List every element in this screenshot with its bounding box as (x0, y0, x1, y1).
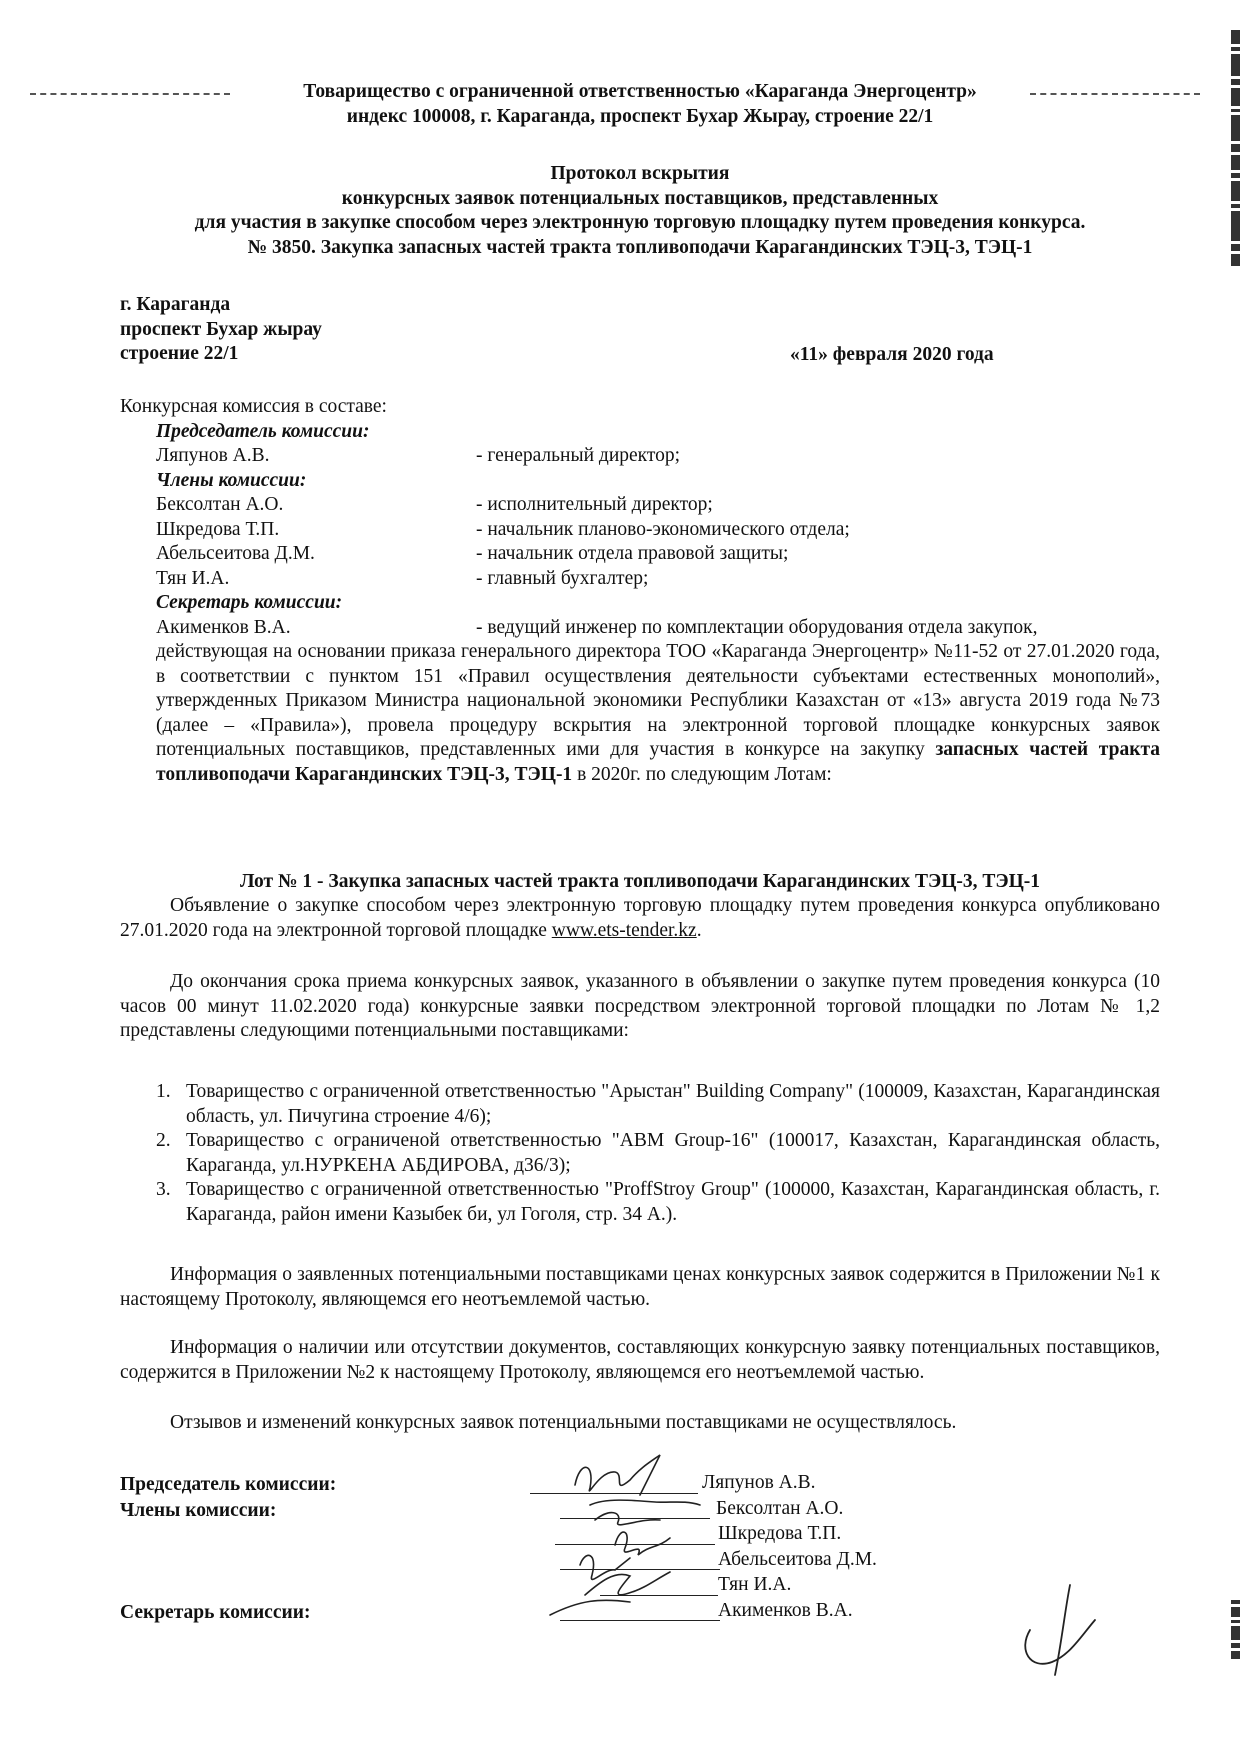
list-item-text: Товарищество с ограниченной ответственностью "Арыстан" Building Company" (100009, Казахстан, Карагандинская область, ул. Пичугина строение 4/6); (186, 1081, 1160, 1127)
handwritten-signatures (520, 1450, 760, 1660)
chairman-position: - генеральный директор; (476, 445, 681, 466)
ets-tender-link[interactable]: www.ets-tender.kz (551, 919, 697, 941)
list-item (140, 1178, 1160, 1227)
list-item-text: Товарищество с ограниченой ответственностью "ABM Group-16" (100017, Казахстан, Карагандинская область, Караганда, ул.НУРКЕНА АБДИРОВА, д36/3); (186, 1130, 1160, 1176)
list-item-number: 1. (156, 1081, 171, 1102)
lot-announcement (120, 894, 1160, 943)
signatory-name: Тян И.А. (718, 1574, 792, 1595)
chairman-role: Председатель комиссии: (156, 420, 370, 442)
list-item (140, 1080, 1160, 1129)
title-line-4: № 3850. Закупка запасных частей тракта топливоподачи Карагандинских ТЭЦ-3, ТЭЦ-1 (247, 236, 1033, 258)
basis-bold-subject: запасных частей тракта топливоподачи Карагандинских ТЭЦ-3, ТЭЦ-1 (156, 739, 1161, 785)
member-name: Шкредова Т.П. (156, 518, 280, 540)
announcement-tail: . (696, 919, 702, 941)
list-item-number: 2. (156, 1130, 171, 1151)
organization-name: Товарищество с ограниченной ответственностью «Караганда Энергоцентр» (303, 81, 977, 102)
announcement-text: Объявление о закупке способом через электронную торговую площадку путем проведения конкурса опубликовано 27.01.2020 года на электронной торговой площадке (120, 895, 1160, 941)
member-position: - главный бухгалтер; (476, 567, 649, 589)
document-title (120, 162, 1160, 260)
no-changes-paragraph: Отзывов и изменений конкурсных заявок потенциальными поставщиками не осуществлялось. (170, 1412, 957, 1433)
member-row (120, 567, 1160, 592)
member-row (120, 542, 1160, 567)
signatory-name: Ляпунов А.В. (702, 1472, 816, 1493)
scan-binding-marks (1231, 30, 1240, 360)
place-city: г. Караганда (120, 294, 231, 315)
title-line-2: конкурсных заявок потенциальных поставщиков, представленных (341, 187, 939, 209)
member-position: - начальник отдела правовой защиты; (476, 543, 789, 564)
commission-intro: Конкурсная комиссия в составе: (120, 396, 387, 417)
secretary-position: - ведущий инженер по комплектации оборудования отдела закупок, (476, 616, 1038, 638)
member-row (120, 493, 1160, 518)
title-line-3: для участия в закупке способом через электронную торговую площадку путем проведения конкурса. (194, 212, 1086, 233)
member-position: - начальник планово-экономического отдела; (476, 518, 850, 540)
basis-paragraph (120, 640, 1160, 787)
place-building: строение 22/1 (120, 343, 239, 364)
secretary-row (120, 616, 1160, 641)
basis-text: действующая на основании приказа генерального директора ТОО «Караганда Энергоцентр» №11-52 от 27.01.2020 года, в соответствии с пунктом 151 «Правил осуществления деятельности субъектами естественных монополий», утвержденных Приказом Министра национальной экономики Республики Казахстан от «13» августа 2019 года №73 (далее – «Правила»), провела процедуру вскрытия на электронной торговой площадке конкурсных заявок потенциальных поставщиков, представленных ими для участия в конкурсе на закупку (156, 641, 1160, 760)
signatory-name: Абельсеитова Д.М. (718, 1549, 877, 1570)
commission-block (120, 395, 1160, 787)
place-block (120, 293, 322, 367)
chairman-signature-label: Председатель комиссии: (120, 1474, 337, 1495)
basis-tail: в 2020г. по следующим Лотам: (577, 763, 832, 785)
chairman-name: Ляпунов А.В. (156, 445, 270, 466)
docs-info-paragraph: Информация о наличии или отсутствии документов, составляющих конкурсную заявку потенциальных поставщиков, содержится в Приложении №2 к настоящему Протоколу, являющемся его неотъемлемой частью. (120, 1337, 1160, 1383)
member-row (120, 518, 1160, 543)
handwritten-signature-mark (1000, 1580, 1110, 1690)
lot-title: Лот № 1 - Закупка запасных частей тракта топливоподачи Карагандинских ТЭЦ-3, ТЭЦ-1 (239, 871, 1041, 892)
member-name: Тян И.А. (156, 567, 230, 589)
document-date: «11» февраля 2020 года (790, 344, 994, 365)
list-item (140, 1129, 1160, 1178)
member-position: - исполнительный директор; (476, 494, 713, 515)
organization-header (120, 80, 1160, 129)
place-street: проспект Бухар жырау (120, 318, 322, 340)
title-line-1: Протокол вскрытия (550, 163, 730, 184)
member-name: Абельсеитова Д.М. (156, 543, 315, 564)
deadline-paragraph: До окончания срока приема конкурсных заявок, указанного в объявлении о закупке путем проведения конкурса (10 часов 00 минут 11.02.2020 года) конкурсные заявки посредством электронной торговой площадки по Лотам № 1,2 представлены следующими потенциальными поставщиками: (120, 971, 1160, 1041)
organization-address: индекс 100008, г. Караганда, проспект Бухар Жырау, строение 22/1 (346, 105, 934, 127)
list-item-text: Товарищество с ограниченной ответственностью "ProffStroy Group" (100000, Казахстан, Карагандинская область, г. Караганда, район имени Казыбек би, ул Гоголя, стр. 34 А.). (186, 1179, 1160, 1225)
members-signature-label: Члены комиссии: (120, 1500, 277, 1521)
chairman-row (120, 444, 1160, 469)
scan-binding-marks-lower (1231, 1600, 1240, 1720)
signatory-name: Акименков В.А. (718, 1600, 853, 1621)
members-role: Члены комиссии: (156, 469, 307, 491)
secretary-role: Секретарь комиссии: (156, 592, 343, 613)
secretary-name: Акименков В.А. (156, 616, 291, 638)
prices-info-paragraph: Информация о заявленных потенциальными поставщиками ценах конкурсных заявок содержится в Приложении №1 к настоящему Протоколу, являющемся его неотъемлемой частью. (120, 1264, 1160, 1310)
suppliers-list (140, 1080, 1160, 1227)
member-name: Бексолтан А.О. (156, 494, 284, 515)
secretary-signature-label: Секретарь комиссии: (120, 1602, 311, 1623)
signatory-name: Шкредова Т.П. (718, 1523, 842, 1544)
signatory-name: Бексолтан А.О. (716, 1498, 844, 1519)
list-item-number: 3. (156, 1179, 171, 1200)
